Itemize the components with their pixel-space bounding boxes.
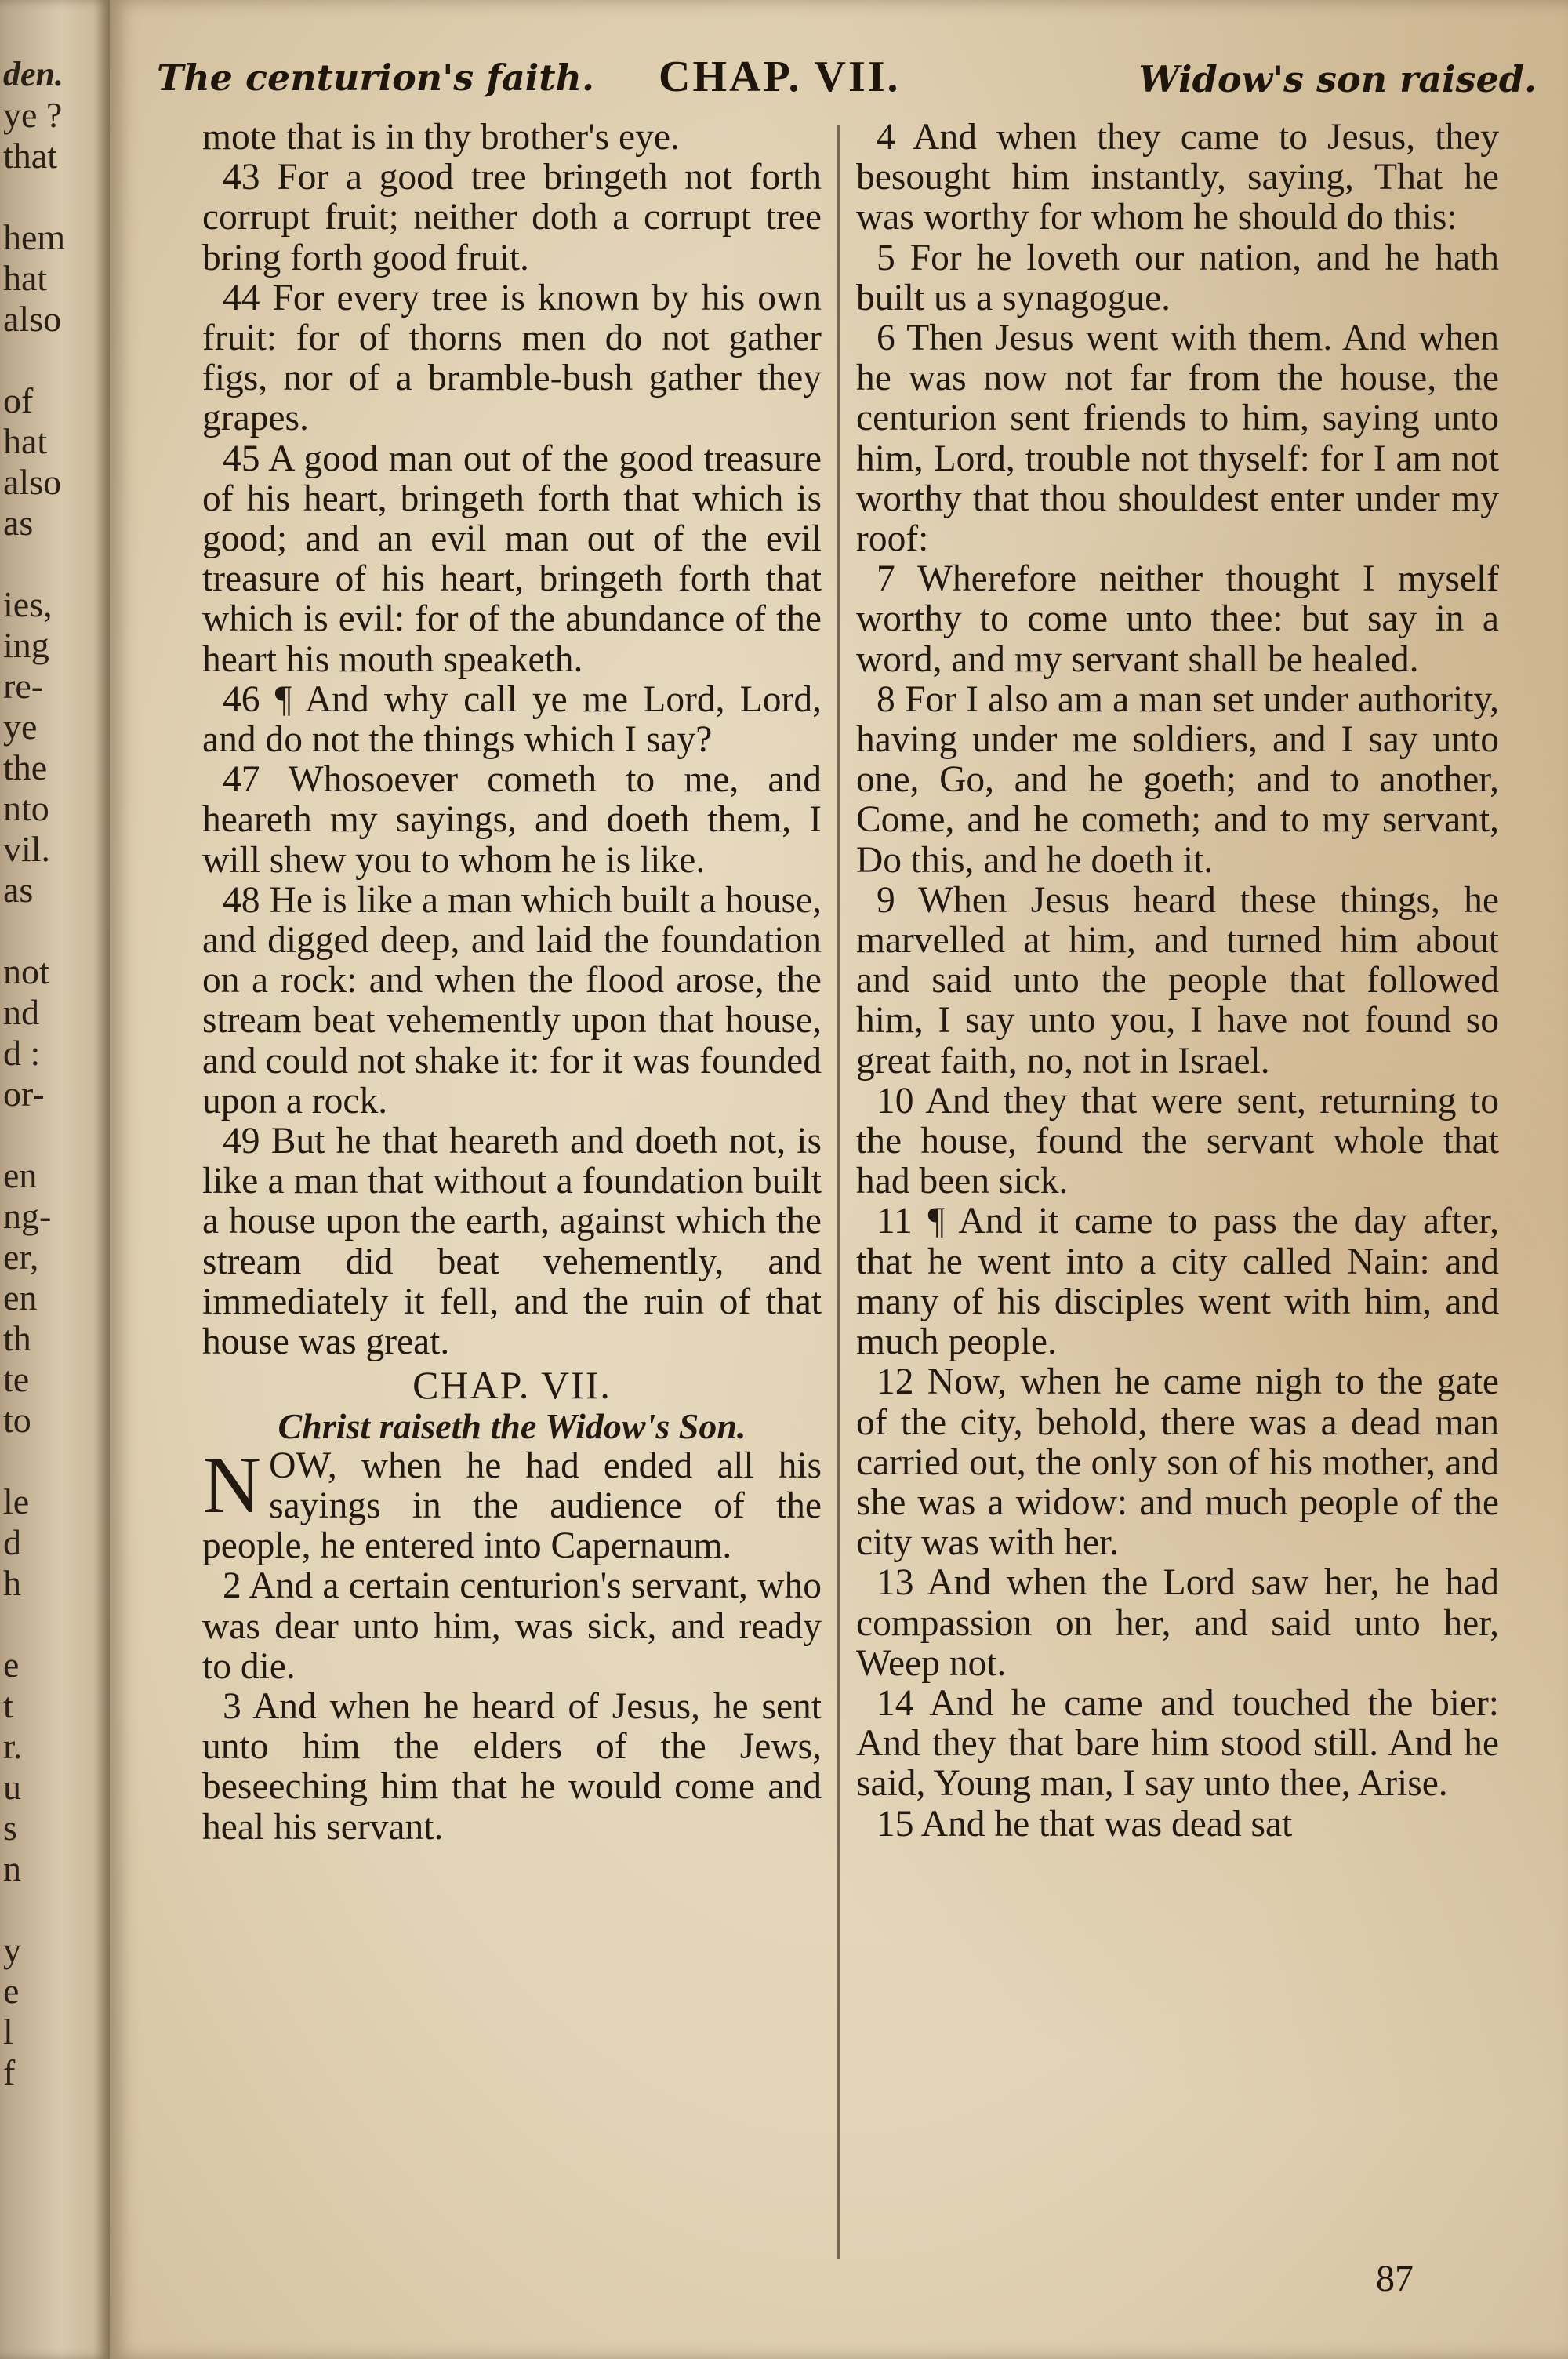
right-text-column bbox=[856, 118, 1499, 2266]
facing-page-fragment: ng- bbox=[3, 1197, 52, 1236]
running-head bbox=[157, 47, 1537, 118]
facing-page-fragment: or- bbox=[3, 1074, 45, 1114]
verse-continuation: mote that is in thy brother's eye. bbox=[202, 118, 680, 158]
facing-page-fragment: hat bbox=[3, 422, 48, 461]
verse: 7 Wherefore neither thought I myself worthy to come unto thee: but say in a word, and my servant shall be healed. bbox=[856, 558, 1499, 680]
verse: 43 For a good tree bringeth not forth corrupt fruit; neither doth a corrupt tree bring forth good fruit. bbox=[202, 157, 822, 278]
facing-page-fragment: er, bbox=[3, 1238, 39, 1277]
verse: 8 For I also am a man set under authority, having under me soldiers, and I say unto one, Go, and he goeth; and to another, Come, and he cometh; and to my servant, Do this, and he doeth it. bbox=[856, 678, 1499, 881]
running-head-left: The centurion's faith. bbox=[157, 56, 594, 99]
running-head-chapter: CHAP. VII. bbox=[659, 53, 901, 101]
facing-page-fragment: le bbox=[3, 1482, 30, 1521]
verse: 4 And when they came to Jesus, they besought him instantly, saying, That he was worthy for whom he should do this: bbox=[856, 118, 1499, 238]
facing-page-fragment: nd bbox=[3, 993, 39, 1032]
facing-page-fragment: as bbox=[3, 503, 34, 543]
verse: 5 For he loveth our nation, and he hath built us a synagogue. bbox=[856, 237, 1499, 318]
facing-page-fragment: t bbox=[3, 1686, 13, 1725]
facing-page-fragment: th bbox=[3, 1319, 31, 1358]
facing-page-fragment: ye ? bbox=[3, 96, 63, 135]
verse: 49 But he that heareth and doeth not, is like a man that without a foundation built a house upon the earth, against which the stream did beat vehemently, and immediately it fell, and the ruin of that house was great. bbox=[202, 1121, 822, 1363]
verse bbox=[202, 1439, 822, 1567]
running-head-right: Widow's son raised. bbox=[1138, 58, 1537, 100]
facing-page-fragment: u bbox=[3, 1768, 21, 1807]
chapter-summary: Christ raiseth the Widow's Son. bbox=[278, 1405, 746, 1446]
facing-page-fragment: d : bbox=[3, 1034, 41, 1073]
facing-page-fragment: ye bbox=[3, 707, 38, 747]
verse: 2 And a certain centurion's servant, who was dear unto him, was sick, and ready to die. bbox=[202, 1565, 822, 1687]
facing-page-fragment: re- bbox=[3, 667, 44, 706]
verse: 47 Whosoever cometh to me, and heareth my sayings, and doeth them, I will shew you to whom he is like. bbox=[202, 759, 822, 881]
facing-page-fragment: y bbox=[3, 1931, 21, 1970]
facing-page-fragment: the bbox=[3, 748, 48, 787]
chapter-heading: CHAP. VII. bbox=[412, 1363, 612, 1408]
facing-page-edge bbox=[0, 0, 110, 2359]
column-divider bbox=[837, 125, 840, 2259]
facing-page-fragment: that bbox=[3, 136, 57, 176]
facing-page-fragment: n bbox=[3, 1849, 21, 1888]
facing-page-fragment: r. bbox=[3, 1727, 23, 1766]
facing-page-fragment: f bbox=[3, 2053, 16, 2092]
facing-page-fragment: nto bbox=[3, 789, 49, 828]
facing-page-fragment: also bbox=[3, 463, 62, 502]
facing-page-fragment: not bbox=[3, 952, 49, 991]
facing-page-fragment: as bbox=[3, 871, 34, 910]
facing-page-fragment: den. bbox=[3, 55, 64, 93]
verse: 11 ¶ And it came to pass the day after, that he went into a city called Nain: and many of his disciples went with him, and much people. bbox=[856, 1201, 1499, 1363]
verse: 12 Now, when he came nigh to the gate of the city, behold, there was a dead man carried out, the only son of his mother, and she was a widow: and much people of the city was with her. bbox=[856, 1361, 1499, 1564]
verse: 3 And when he heard of Jesus, he sent unto him the elders of the Jews, beseeching him that he would come and heal his servant. bbox=[202, 1685, 822, 1848]
verse: 9 When Jesus heard these things, he marvelled at him, and turned him about and said unto the people that followed him, I say unto you, I have not found so great faith, no, not in Israel. bbox=[856, 879, 1499, 1081]
facing-page-fragment: hat bbox=[3, 259, 48, 298]
facing-page-fragment: ing bbox=[3, 626, 49, 665]
facing-page-fragment: te bbox=[3, 1360, 30, 1399]
facing-page-fragment: e bbox=[3, 1645, 20, 1685]
facing-page-fragment: h bbox=[3, 1564, 21, 1603]
facing-page-fragment: of bbox=[3, 381, 34, 420]
facing-page-fragment: d bbox=[3, 1523, 21, 1562]
verse: 46 ¶ And why call ye me Lord, Lord, and do not the things which I say? bbox=[202, 678, 822, 761]
facing-page-fragment: l bbox=[3, 2012, 13, 2052]
verse: 44 For every tree is known by his own fruit: for of thorns men do not gather figs, nor of a bramble-bush gather they grapes. bbox=[202, 277, 822, 439]
book-page bbox=[110, 0, 1568, 2359]
page-number: 87 bbox=[1376, 2258, 1414, 2299]
verse: 15 And he that was dead sat bbox=[877, 1803, 1293, 1845]
facing-page-fragment: hem bbox=[3, 218, 66, 257]
verse-text: OW, when he had ended all his sayings in the audience of the people, he entered into Capernaum. bbox=[202, 1445, 822, 1567]
facing-page-fragment: to bbox=[3, 1401, 31, 1440]
left-text-column bbox=[202, 118, 822, 2266]
facing-page-fragment: ies, bbox=[3, 585, 53, 624]
facing-page-fragment: also bbox=[3, 300, 62, 339]
facing-page-fragment: en bbox=[3, 1156, 38, 1195]
verse: 13 And when the Lord saw her, he had compassion on her, and said unto her, Weep not. bbox=[856, 1562, 1499, 1684]
facing-page-fragment: vil. bbox=[3, 830, 51, 869]
verse: 6 Then Jesus went with them. And when he was now not far from the house, the centurion sent friends to him, saying unto him, Lord, trouble not thyself: for I am not worthy that thou shouldest enter under my roof: bbox=[856, 318, 1499, 560]
facing-page-fragment: en bbox=[3, 1278, 38, 1318]
drop-cap: N bbox=[202, 1439, 262, 1530]
verse: 14 And he came and touched the bier: And they that bare him stood still. And he said, Young man, I say unto thee, Arise. bbox=[856, 1682, 1499, 1805]
verse: 48 He is like a man which built a house, and digged deep, and laid the foundation on a rock: and when the flood arose, the stream beat vehemently upon that house, and could not shake it: for it was founded upon a rock. bbox=[202, 879, 822, 1121]
facing-page-fragment: s bbox=[3, 1808, 17, 1848]
verse: 45 A good man out of the good treasure of his heart, bringeth forth that which is good; and an evil man out of the evil treasure of his heart, bringeth forth that which is evil: for of the abundance of the heart his mouth speaketh. bbox=[202, 438, 822, 680]
verse: 10 And they that were sent, returning to the house, found the servant whole that had been sick. bbox=[856, 1080, 1499, 1202]
facing-page-fragment: e bbox=[3, 1972, 20, 2011]
